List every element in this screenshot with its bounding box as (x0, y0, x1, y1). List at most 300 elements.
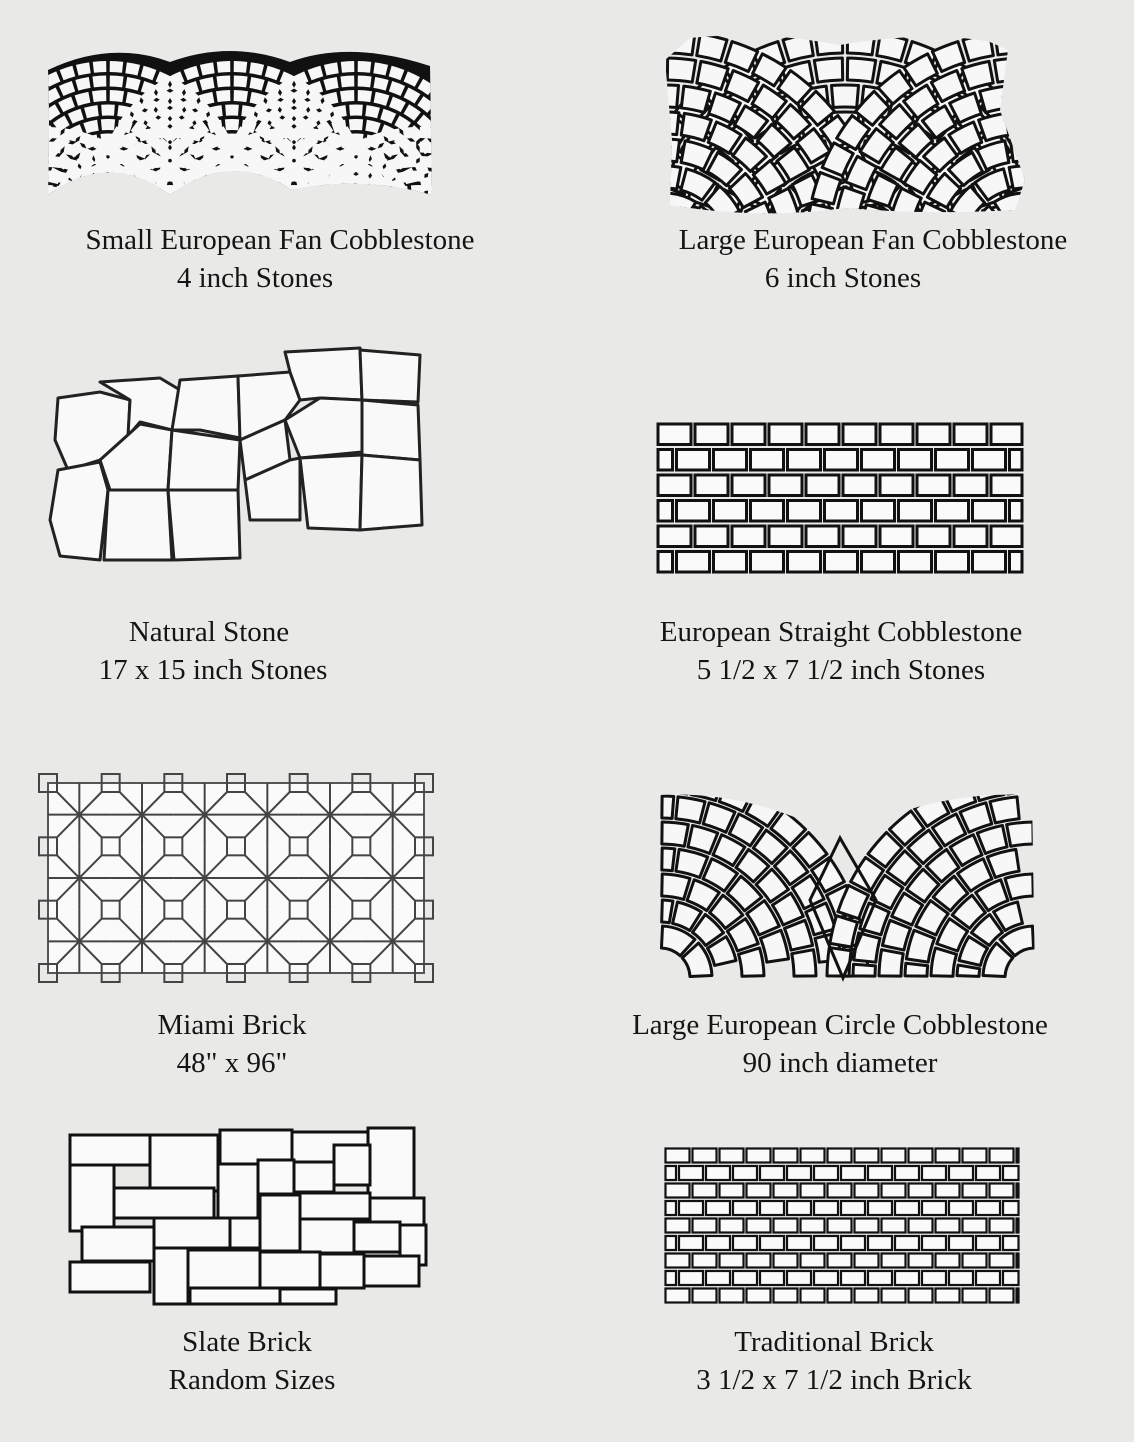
stone (453, 112, 469, 129)
stone (145, 186, 160, 200)
stone (677, 501, 710, 522)
stone (733, 1271, 757, 1285)
stone (693, 1149, 717, 1163)
stone (747, 1254, 771, 1268)
stone (0, 134, 14, 151)
stone (954, 424, 987, 445)
stone (276, 192, 292, 209)
stone (456, 182, 473, 198)
stone (658, 501, 673, 522)
stone (253, 190, 270, 206)
stone (1009, 166, 1041, 189)
stone (733, 1236, 757, 1250)
stone (179, 201, 195, 216)
stone (232, 203, 248, 220)
caption-large-european-circle-cobblestone (560, 1006, 1120, 1082)
stone (154, 156, 168, 168)
stone (1003, 1166, 1019, 1180)
stone (815, 31, 843, 55)
stone (492, 173, 509, 190)
stone (438, 142, 454, 159)
stone (949, 1201, 973, 1215)
european-straight-cobblestone-illustration (658, 424, 1022, 572)
stone (476, 187, 504, 218)
stone (603, 34, 633, 61)
stone (801, 1184, 825, 1198)
stone (691, 773, 722, 801)
stone (21, 186, 36, 200)
stone (411, 171, 425, 182)
stone (774, 1219, 798, 1233)
stone (38, 200, 53, 211)
stone (801, 1289, 825, 1303)
slate (82, 1227, 154, 1261)
stone (688, 825, 718, 853)
stone (732, 424, 765, 445)
stone (1017, 1149, 1019, 1163)
stone (358, 61, 372, 73)
stone (479, 162, 496, 179)
stone (521, 147, 553, 180)
stone (1129, 188, 1134, 220)
stone (22, 171, 37, 184)
stone (17, 185, 28, 191)
stone (234, 61, 248, 73)
stone (879, 950, 903, 976)
stone (658, 424, 691, 445)
stone (990, 1149, 1014, 1163)
stone (774, 1184, 798, 1198)
stone (666, 1254, 690, 1268)
stone (172, 156, 186, 168)
stone (20, 201, 36, 216)
stone (7, 120, 24, 137)
stone (909, 1289, 933, 1303)
stone (60, 200, 76, 217)
stone (1011, 112, 1039, 135)
stone (720, 1254, 744, 1268)
stone (936, 1149, 960, 1163)
stone (101, 105, 115, 116)
stone (427, 201, 443, 216)
stone (226, 191, 243, 208)
stone (1010, 552, 1023, 573)
slate (260, 1252, 320, 1288)
stone (990, 797, 1019, 823)
stone (936, 552, 969, 573)
stone (216, 180, 233, 197)
stone (994, 58, 1022, 82)
stone (1118, 124, 1134, 157)
stone (84, 199, 101, 216)
stone (855, 1149, 879, 1163)
stone (341, 61, 355, 73)
stone (976, 1201, 1000, 1215)
stone (1112, 85, 1134, 118)
stone (278, 156, 292, 168)
stone (936, 1219, 960, 1233)
stone (221, 191, 238, 208)
stone (278, 142, 292, 154)
stone (81, 193, 98, 210)
stone (787, 1271, 811, 1285)
stone (163, 185, 177, 196)
tile-line (361, 846, 424, 909)
stone (882, 1219, 906, 1233)
stone (1005, 874, 1033, 899)
stone (963, 1289, 987, 1303)
stone (250, 175, 263, 190)
stone (720, 1149, 744, 1163)
stone (954, 475, 987, 496)
stone (30, 79, 47, 95)
stone (841, 1236, 865, 1250)
stone (154, 142, 168, 154)
stone (562, 106, 595, 138)
stone (5, 99, 22, 116)
stone (679, 1236, 703, 1250)
caption-miami-brick (0, 1006, 512, 1082)
stone (1068, 122, 1101, 153)
stone (747, 1289, 771, 1303)
stone (706, 1201, 730, 1215)
slate (334, 1145, 370, 1185)
stone (16, 88, 33, 105)
stone (760, 1201, 784, 1215)
stone (179, 186, 194, 200)
stone (512, 200, 528, 217)
stone (650, 139, 679, 162)
stone (503, 186, 520, 203)
pattern-size: 6 inch Stones (764, 262, 922, 294)
caption-natural-stone (0, 613, 493, 689)
stone (435, 128, 450, 141)
stone (450, 134, 466, 151)
stone (296, 142, 310, 154)
stone (877, 34, 907, 61)
stone (318, 190, 335, 206)
stone (168, 430, 240, 490)
stone (234, 90, 248, 102)
stone (963, 1219, 987, 1233)
stone (18, 168, 32, 183)
stone (452, 172, 481, 203)
stone (0, 126, 2, 143)
stone (410, 200, 425, 211)
stone (17, 107, 34, 124)
stone (880, 526, 913, 547)
stone (666, 1166, 677, 1180)
stone (172, 376, 240, 438)
stone (882, 1184, 906, 1198)
stone (107, 180, 124, 197)
stone (208, 199, 225, 216)
stone (658, 475, 691, 496)
stone (1065, 186, 1099, 221)
stone (172, 142, 186, 154)
stone (430, 107, 447, 124)
stone (172, 192, 188, 209)
stone (589, 122, 622, 153)
stone (651, 112, 679, 135)
stone (490, 193, 507, 210)
stone (110, 90, 124, 102)
stone (662, 796, 674, 818)
stone (1089, 173, 1122, 207)
stone (456, 199, 473, 216)
stone (358, 76, 372, 88)
stone (420, 156, 434, 168)
stone (662, 900, 673, 923)
stone (681, 86, 710, 112)
stone (208, 182, 225, 198)
tile-line (48, 783, 111, 846)
stone (360, 350, 420, 402)
stone (836, 187, 864, 218)
pattern-name: Natural Stone (128, 616, 290, 648)
stone (225, 119, 239, 130)
stone (230, 174, 242, 188)
stone (695, 475, 728, 496)
stone (340, 90, 354, 102)
stone (591, 186, 625, 221)
stone (349, 105, 363, 116)
stone (1093, 138, 1127, 171)
stone (787, 1201, 811, 1215)
stone (97, 191, 114, 208)
stone (1041, 141, 1073, 170)
tile-line (236, 910, 299, 973)
stone (1041, 169, 1075, 200)
stone (962, 61, 993, 89)
stone (714, 450, 747, 471)
stone (420, 142, 434, 154)
stone (155, 127, 169, 139)
stone (814, 1271, 838, 1285)
stone (769, 475, 802, 496)
stone (976, 1271, 1000, 1285)
stone (392, 201, 408, 216)
stone (442, 175, 458, 190)
stone (1003, 1236, 1019, 1250)
stone (379, 186, 396, 203)
stone (451, 163, 468, 179)
stone (84, 182, 101, 198)
stone (92, 76, 106, 88)
stone (221, 174, 233, 188)
stone (831, 85, 858, 107)
stone (420, 127, 434, 139)
stone (814, 1236, 838, 1250)
slate (294, 1162, 334, 1192)
stone (814, 58, 842, 82)
stone (695, 526, 728, 547)
stone (193, 186, 210, 203)
stone (303, 201, 319, 216)
stone (720, 1219, 744, 1233)
stone (695, 424, 728, 445)
stone (366, 193, 383, 210)
stone (108, 203, 124, 220)
slate-brick-illustration (70, 1128, 426, 1304)
stone (451, 147, 467, 162)
slate (354, 1222, 400, 1252)
stone (1113, 54, 1134, 86)
stone (393, 186, 408, 200)
stone (431, 88, 448, 105)
tile-line (48, 846, 111, 909)
tile-line (361, 910, 424, 973)
stone (905, 963, 928, 976)
pattern-size: 90 inch diameter (742, 1047, 938, 1079)
stone (922, 1271, 946, 1285)
stone (973, 552, 1006, 573)
stone (388, 200, 404, 217)
stone (991, 475, 1022, 496)
stone (976, 1166, 1000, 1180)
stone (518, 71, 552, 104)
stone (949, 1271, 973, 1285)
stone (963, 1184, 987, 1198)
stone (279, 127, 293, 139)
stone (1003, 1271, 1019, 1285)
stone (751, 450, 784, 471)
stone (906, 930, 934, 962)
stone (97, 174, 109, 188)
stone (990, 1254, 1014, 1268)
stone (973, 450, 1006, 471)
stone (1027, 31, 1055, 55)
slate (70, 1135, 150, 1165)
stone (658, 552, 673, 573)
slate (368, 1128, 414, 1198)
stone (358, 90, 372, 102)
stone (788, 552, 821, 573)
stone (882, 1254, 906, 1268)
stone (70, 190, 87, 206)
stone (112, 183, 123, 189)
stone (828, 1184, 852, 1198)
stone (1085, 71, 1118, 102)
stone (239, 182, 256, 198)
stone (532, 188, 562, 220)
stone (0, 182, 8, 198)
stone (350, 191, 367, 208)
stone (239, 199, 256, 216)
stone (48, 192, 64, 209)
stone (564, 138, 598, 171)
natural-stone-illustration (50, 348, 422, 560)
stone (963, 34, 993, 61)
stone (679, 1201, 703, 1215)
stone (783, 34, 813, 61)
traditional-brick-illustration (666, 1149, 1019, 1303)
stone (666, 1289, 690, 1303)
slate (260, 1195, 300, 1251)
stone (853, 964, 875, 976)
stone (882, 1149, 906, 1163)
stone (462, 166, 475, 181)
stone (828, 1219, 852, 1233)
stone (35, 160, 50, 176)
stone (774, 1149, 798, 1163)
stone (231, 180, 248, 197)
pattern-name: Traditional Brick (734, 1326, 934, 1358)
stone (769, 526, 802, 547)
stone (75, 186, 87, 193)
stone (102, 191, 119, 208)
stone (244, 173, 261, 190)
stone (242, 193, 259, 210)
caption-large-european-fan-cobblestone (593, 221, 1134, 297)
stone (6, 175, 22, 190)
stone (55, 201, 71, 216)
stone (774, 1254, 798, 1268)
stone (732, 475, 765, 496)
stone (973, 501, 1006, 522)
stone (520, 105, 554, 139)
slate (230, 1218, 260, 1248)
stone (693, 1289, 717, 1303)
tile-line (111, 846, 174, 909)
stone (480, 203, 496, 220)
stone (720, 1184, 744, 1198)
stone (1017, 1254, 1019, 1268)
stone (332, 199, 349, 216)
stone (868, 1166, 892, 1180)
stone (217, 61, 231, 73)
stone (48, 127, 62, 139)
stone (216, 76, 230, 88)
stone (1010, 501, 1023, 522)
stone (784, 920, 812, 950)
tile-line (299, 910, 362, 973)
stone (469, 191, 486, 208)
tile-line (236, 783, 299, 846)
stone (667, 58, 695, 82)
tile-line (173, 783, 236, 846)
stone (572, 42, 604, 72)
slate (320, 1254, 364, 1288)
stone (363, 199, 380, 216)
stone (524, 192, 540, 209)
stone (841, 1201, 865, 1215)
stone (50, 462, 108, 560)
stone (140, 200, 156, 217)
slate (258, 1160, 294, 1194)
stone (862, 501, 895, 522)
stone (635, 31, 663, 55)
stone (286, 200, 301, 211)
stone (917, 475, 950, 496)
stone (141, 185, 152, 191)
stone (855, 1254, 879, 1268)
stone (1085, 42, 1117, 72)
stone (303, 186, 318, 200)
stone (168, 490, 240, 560)
stone (931, 948, 956, 976)
slate (280, 1289, 336, 1304)
stone (841, 1166, 865, 1180)
stone (441, 120, 458, 137)
slate (114, 1188, 214, 1218)
stone (666, 1149, 690, 1163)
stone (544, 54, 578, 86)
stone (788, 450, 821, 471)
stone (847, 58, 875, 82)
stone (649, 166, 681, 189)
stone (0, 112, 11, 129)
